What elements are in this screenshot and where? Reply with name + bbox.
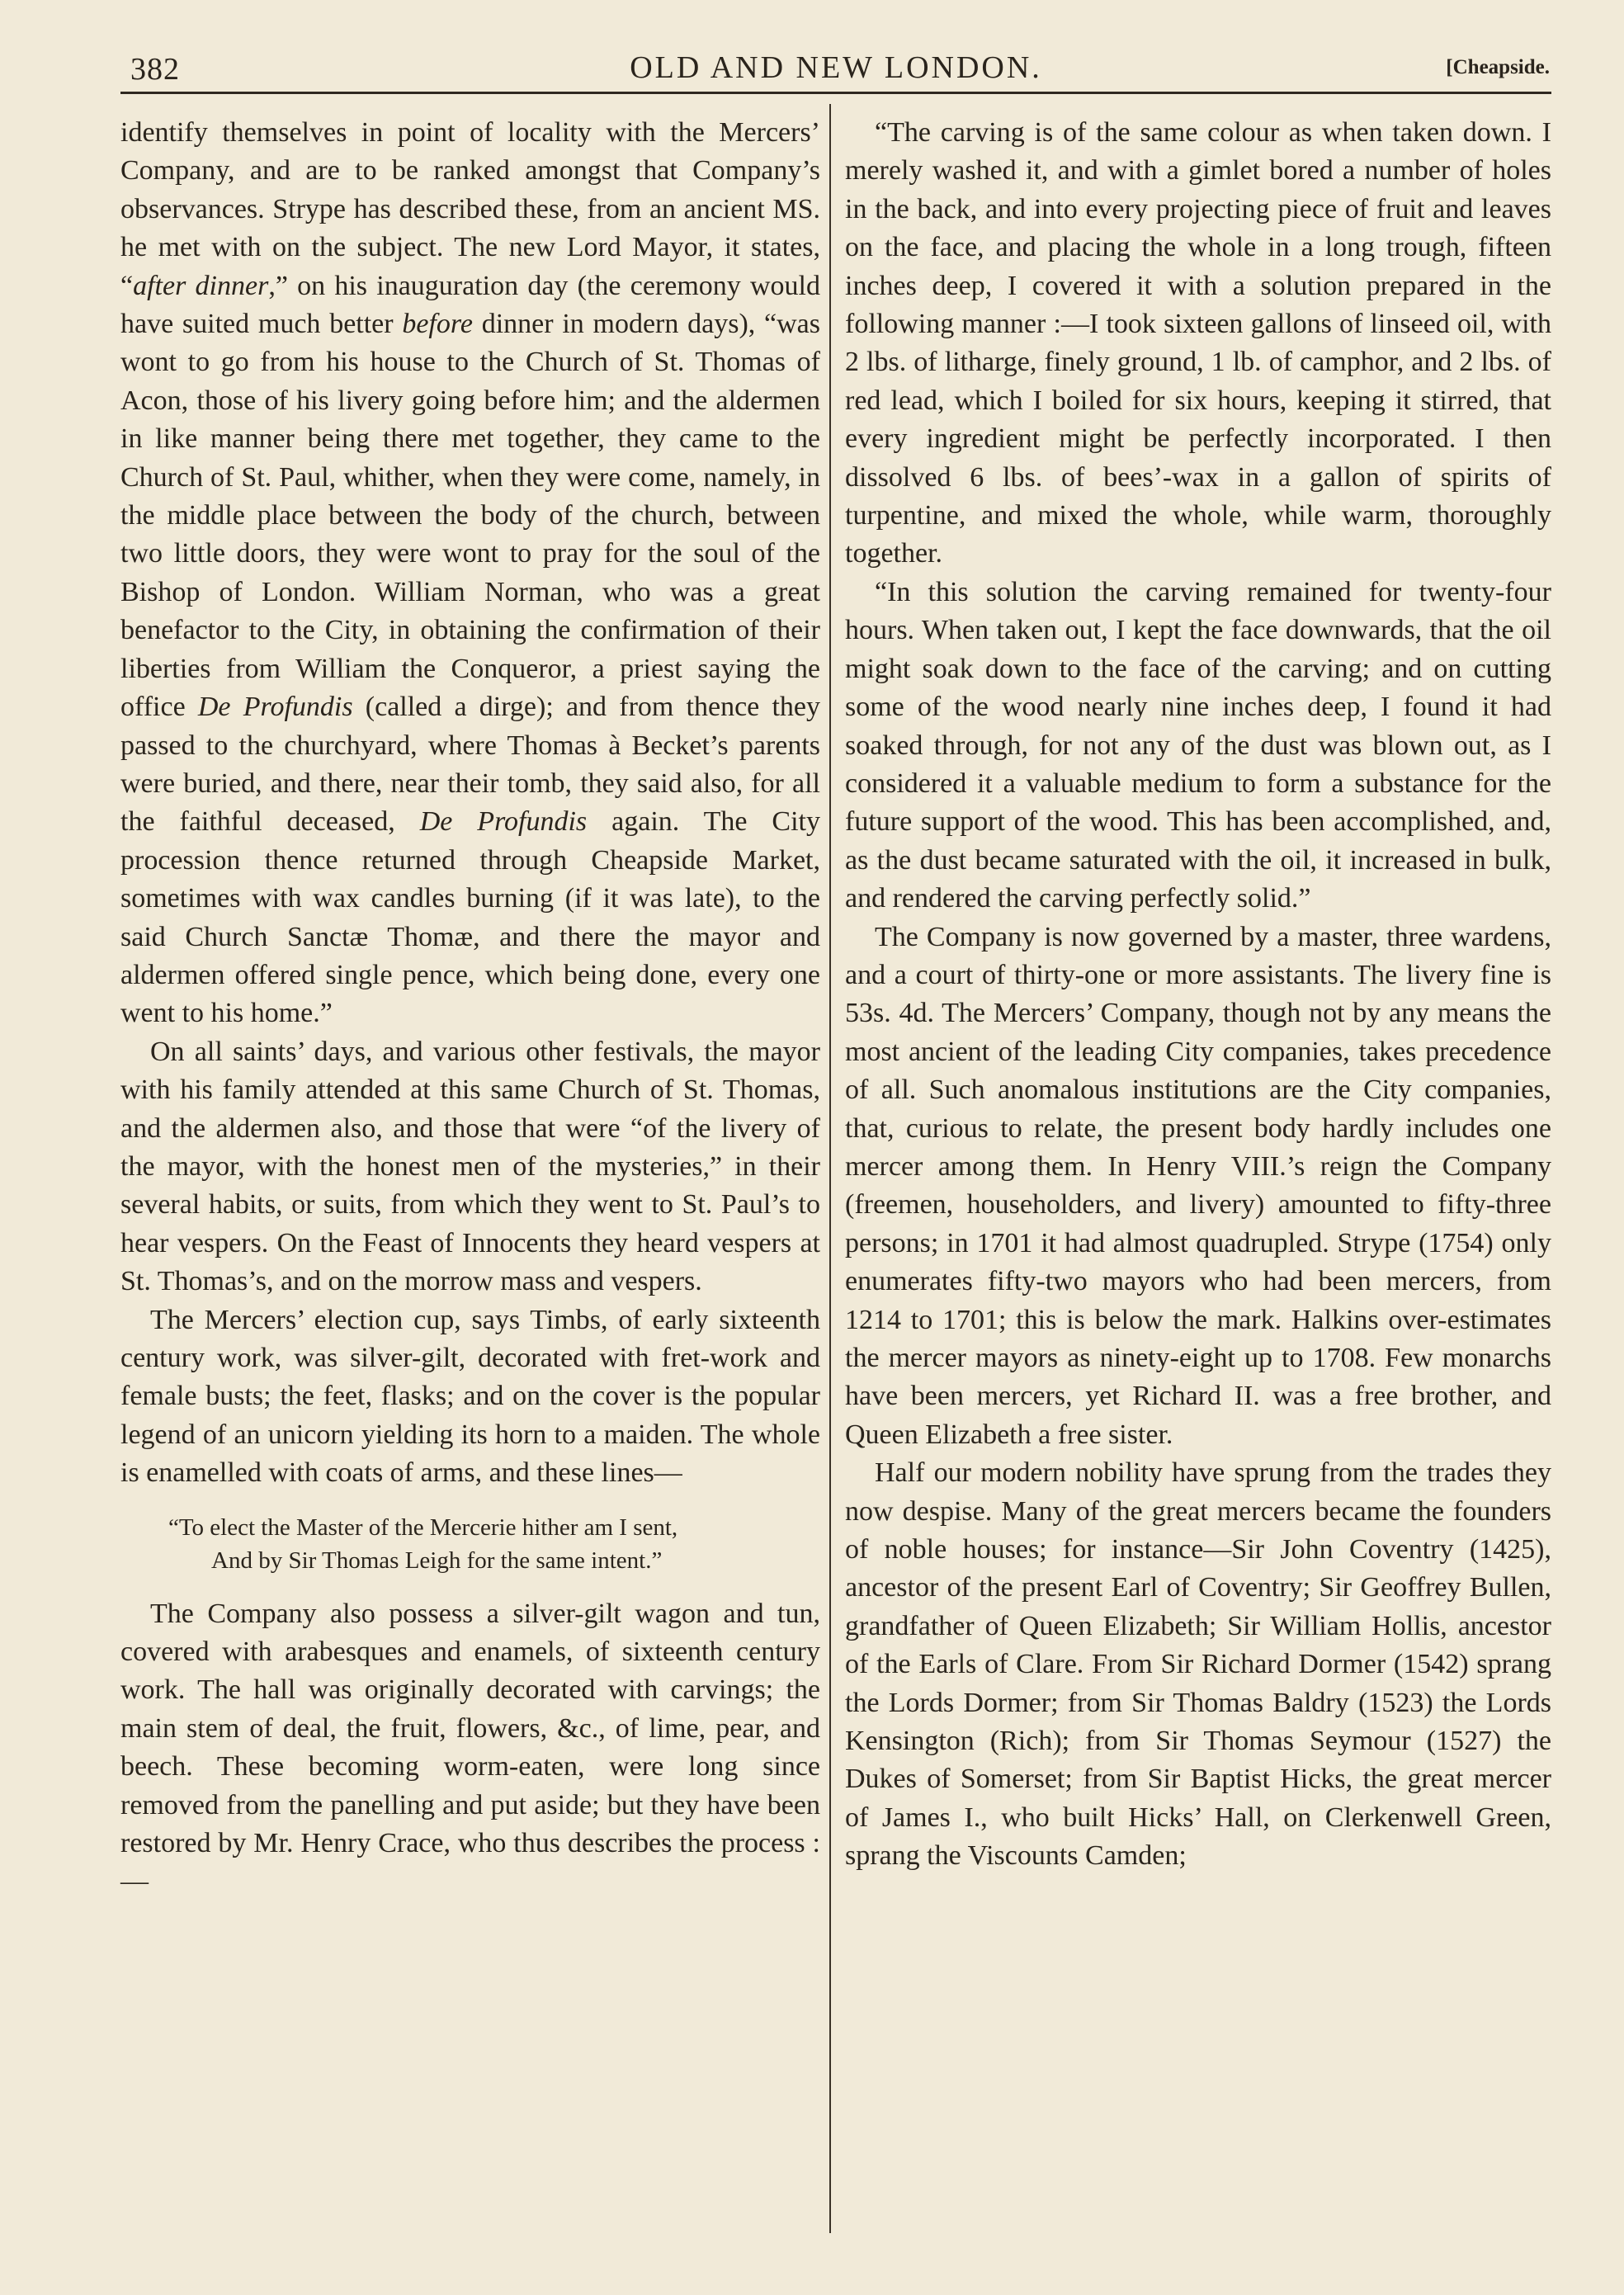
paragraph: “The carving is of the same colour as when taken down. I merely washed it, and with a gimlet bored a number of holes in the back, and into every projecting piece of fruit and leaves on the face, and placing the whole in a long trough, fifteen inches deep, I covered it with a solution prepared in the following manner :—I took sixteen gallons of linseed oil, with 2 lbs. of litharge, finely ground, 1 lb. of camphor, and 2 lbs. of red lead, which I boiled for six hours, keeping it stirred, that every ingredient might be perfectly incorporated. I then dissolved 6 lbs. of bees’-wax in a gallon of spirits of turpentine, and mixed the whole, while warm, thoroughly together. — [845, 117, 1551, 569]
header-rule — [120, 92, 1551, 94]
column-divider — [829, 104, 831, 2233]
verse-line: “To elect the Master of the Mercerie hither am I sent, — [168, 1513, 678, 1541]
page-header — [122, 48, 1550, 91]
paragraph: Half our modern nobility have sprung from the trades they now despise. Many of the great mercers became the founders of noble houses; for instance—Sir John Coventry (1425), ancestor of the present Earl of Coventry; Sir Geoffrey Bullen, grandfather of Queen Elizabeth; Sir William Hollis, ancestor of the Earls of Clare. From Sir Richard Dormer (1542) sprang the Lords Dormer; from Sir Thomas Baldry (1523) the Lords Kensington (Rich); from Sir Thomas Seymour (1527) the Dukes of Somerset; from Sir Baptist Hicks, the great mercer of James I., who built Hicks’ Hall, on Clerkenwell Green, sprang the Viscounts Camden; — [845, 1457, 1551, 1872]
paragraph: The Company also possess a silver-gilt wagon and tun, covered with arabesques and enamels, of sixteenth century work. The hall was originally decorated with carvings; the main stem of deal, the fruit, flowers, &c., of lime, pear, and beech. These becoming worm-eaten, were long since removed from the panelling and put aside; but they have been restored by Mr. Henry Crace, who thus describes the process :— — [120, 1598, 820, 1897]
verse-quote — [168, 1511, 820, 1577]
right-column — [845, 114, 1551, 1876]
paragraph: The Mercers’ election cup, says Timbs, of early sixteenth century work, was silver-gilt, decorated with fret-work and female busts; the feet, flasks; and on the cover is the popular legend of an unicorn yielding its horn to a maiden. The whole is enamelled with coats of arms, and these lines— — [120, 1304, 820, 1489]
paragraph: The Company is now governed by a master, three wardens, and a court of thirty-one or more assistants. The livery fine is 53s. 4d. The Mercers’ Company, though not by any means the most ancient of the leading City companies, takes precedence of all. Such anomalous institutions are the City companies, that, curious to relate, the present body hardly includes one mercer among them. In Henry VIII.’s reign the Company (freemen, householders, and livery) amounted to fifty-three persons; in 1701 it had almost quadrupled. Strype (1754) only enumerates fifty-two mayors who had been mercers, from 1214 to 1701; this is below the mark. Halkins over-estimates the mercer mayors as ninety-eight up to 1708. Few monarchs have been mercers, yet Richard II. was a free brother, and Queen Elizabeth a free sister. — [845, 921, 1551, 1450]
running-title: OLD AND NEW LONDON. — [630, 50, 1042, 85]
section-title: [Cheapside. — [1446, 56, 1550, 78]
paragraph: identify themselves in point of locality with the Mercers’ Company, and are to be ranked amongst that Company’s observances. Strype has described these, from an ancient MS. he met with on the subject. The new Lord Mayor, it states, “after dinner,” on his inauguration day (the ceremony would have suited much better before dinner in modern days), “was wont to go from his house to the Church of St. Thomas of Acon, those of his livery going before him; and the aldermen in like manner being there met together, they came to the Church of St. Paul, whither, when they were come, namely, in the middle place between the body of the church, between two little doors, they were wont to pray for the soul of the Bishop of London. William Norman, who was a great benefactor to the City, in obtaining the confirmation of their liberties from William the Conqueror, a priest saying the office De Profundis (called a dirge); and from thence they passed to the churchyard, where Thomas à Becket’s parents were buried, and there, near their tomb, they said also, for all the faithful deceased, De Profundis again. The City procession thence returned through Cheapside Market, sometimes with wax candles burning (if it was late), to the said Church Sanctæ Thomæ, and there the mayor and aldermen offered single pence, which being done, every one went to his home.” — [120, 117, 821, 1029]
page-number: 382 — [130, 52, 180, 87]
paragraph: On all saints’ days, and various other festivals, the mayor with his family attended at this same Church of St. Thomas, and the aldermen also, and those that were “of the livery of the mayor, with the honest men of the mysteries,” in their several habits, or suits, from which they went to St. Paul’s to hear vespers. On the Feast of Innocents they heard vespers at St. Thomas’s, and on the morrow mass and vespers. — [120, 1036, 820, 1297]
verse-line: And by Sir Thomas Leigh for the same intent.” — [211, 1547, 663, 1574]
left-column — [120, 114, 820, 1901]
paragraph: “In this solution the carving remained for twenty-four hours. When taken out, I kept the face downwards, that the oil might soak down to the face of the carving; and on cutting some of the wood nearly nine inches deep, I found it had soaked through, for not any of the dust was blown out, as I considered it a valuable medium to form a substance for the future support of the wood. This has been accomplished, and, as the dust became saturated with the oil, it increased in bulk, and rendered the carving perfectly solid.” — [845, 576, 1551, 914]
